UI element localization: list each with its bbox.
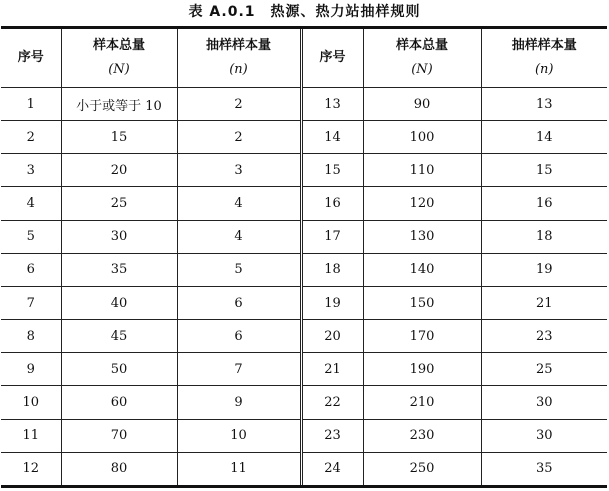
cell-total: 170	[363, 320, 481, 353]
cell-sample: 19	[481, 253, 607, 286]
cell-sample: 6	[177, 286, 301, 319]
cell-sample: 21	[481, 286, 607, 319]
cell-seq: 5	[1, 220, 61, 253]
cell-sample: 2	[177, 121, 301, 154]
cell-seq: 17	[301, 220, 363, 253]
cell-sample: 5	[177, 253, 301, 286]
cell-seq: 7	[1, 286, 61, 319]
cell-total: 35	[61, 253, 177, 286]
cell-seq: 12	[1, 452, 61, 485]
sampling-rules-table	[1, 29, 607, 485]
cell-sample: 30	[481, 386, 607, 419]
cell-total: 20	[61, 154, 177, 187]
cell-total: 25	[61, 187, 177, 220]
cell-sample: 25	[481, 353, 607, 386]
table-row	[1, 320, 607, 353]
cell-sample: 30	[481, 419, 607, 452]
cell-seq: 22	[301, 386, 363, 419]
cell-sample: 13	[481, 88, 607, 121]
cell-seq: 13	[301, 88, 363, 121]
cell-total: 140	[363, 253, 481, 286]
cell-total: 60	[61, 386, 177, 419]
header-seq-right: 序号	[301, 29, 363, 88]
cell-total: 250	[363, 452, 481, 485]
table-row	[1, 286, 607, 319]
cell-total: 15	[61, 121, 177, 154]
cell-seq: 9	[1, 353, 61, 386]
cell-sample: 18	[481, 220, 607, 253]
cell-seq: 18	[301, 253, 363, 286]
sampling-table-container	[1, 26, 607, 488]
cell-sample: 10	[177, 419, 301, 452]
table-row	[1, 386, 607, 419]
header-row	[1, 29, 607, 88]
cell-seq: 24	[301, 452, 363, 485]
cell-seq: 16	[301, 187, 363, 220]
cell-sample: 35	[481, 452, 607, 485]
cell-total: 100	[363, 121, 481, 154]
header-seq-left: 序号	[1, 29, 61, 88]
cell-sample: 9	[177, 386, 301, 419]
cell-total: 80	[61, 452, 177, 485]
cell-sample: 6	[177, 320, 301, 353]
cell-seq: 8	[1, 320, 61, 353]
cell-total: 110	[363, 154, 481, 187]
cell-total: 230	[363, 419, 481, 452]
cell-total: 210	[363, 386, 481, 419]
cell-seq: 1	[1, 88, 61, 121]
cell-sample: 4	[177, 220, 301, 253]
cell-sample: 15	[481, 154, 607, 187]
header-sample-left: 抽样样本量 (n)	[177, 29, 301, 88]
cell-total: 45	[61, 320, 177, 353]
cell-sample: 23	[481, 320, 607, 353]
cell-seq: 23	[301, 419, 363, 452]
cell-sample: 11	[177, 452, 301, 485]
table-row	[1, 253, 607, 286]
cell-seq: 21	[301, 353, 363, 386]
table-row	[1, 452, 607, 485]
cell-sample: 14	[481, 121, 607, 154]
cell-total: 70	[61, 419, 177, 452]
cell-total: 150	[363, 286, 481, 319]
table-body	[1, 88, 607, 486]
table-row	[1, 187, 607, 220]
cell-total: 50	[61, 353, 177, 386]
table-row	[1, 121, 607, 154]
table-row	[1, 220, 607, 253]
cell-sample: 7	[177, 353, 301, 386]
cell-seq: 10	[1, 386, 61, 419]
cell-total: 40	[61, 286, 177, 319]
cell-sample: 4	[177, 187, 301, 220]
cell-sample: 3	[177, 154, 301, 187]
cell-seq: 20	[301, 320, 363, 353]
table-row	[1, 419, 607, 452]
cell-seq: 14	[301, 121, 363, 154]
cell-total: 小于或等于 10	[61, 88, 177, 121]
table-row	[1, 353, 607, 386]
cell-seq: 3	[1, 154, 61, 187]
cell-seq: 2	[1, 121, 61, 154]
header-total-left: 样本总量 (N)	[61, 29, 177, 88]
cell-seq: 19	[301, 286, 363, 319]
header-total-right: 样本总量 (N)	[363, 29, 481, 88]
cell-total: 90	[363, 88, 481, 121]
table-row	[1, 88, 607, 121]
cell-sample: 2	[177, 88, 301, 121]
cell-seq: 4	[1, 187, 61, 220]
cell-total: 120	[363, 187, 481, 220]
cell-total: 190	[363, 353, 481, 386]
cell-seq: 11	[1, 419, 61, 452]
table-caption: 表 A.0.1 热源、热力站抽样规则	[188, 4, 421, 20]
table-row	[1, 154, 607, 187]
cell-seq: 6	[1, 253, 61, 286]
cell-total: 30	[61, 220, 177, 253]
header-sample-right: 抽样样本量 (n)	[481, 29, 607, 88]
cell-sample: 16	[481, 187, 607, 220]
cell-total: 130	[363, 220, 481, 253]
cell-seq: 15	[301, 154, 363, 187]
